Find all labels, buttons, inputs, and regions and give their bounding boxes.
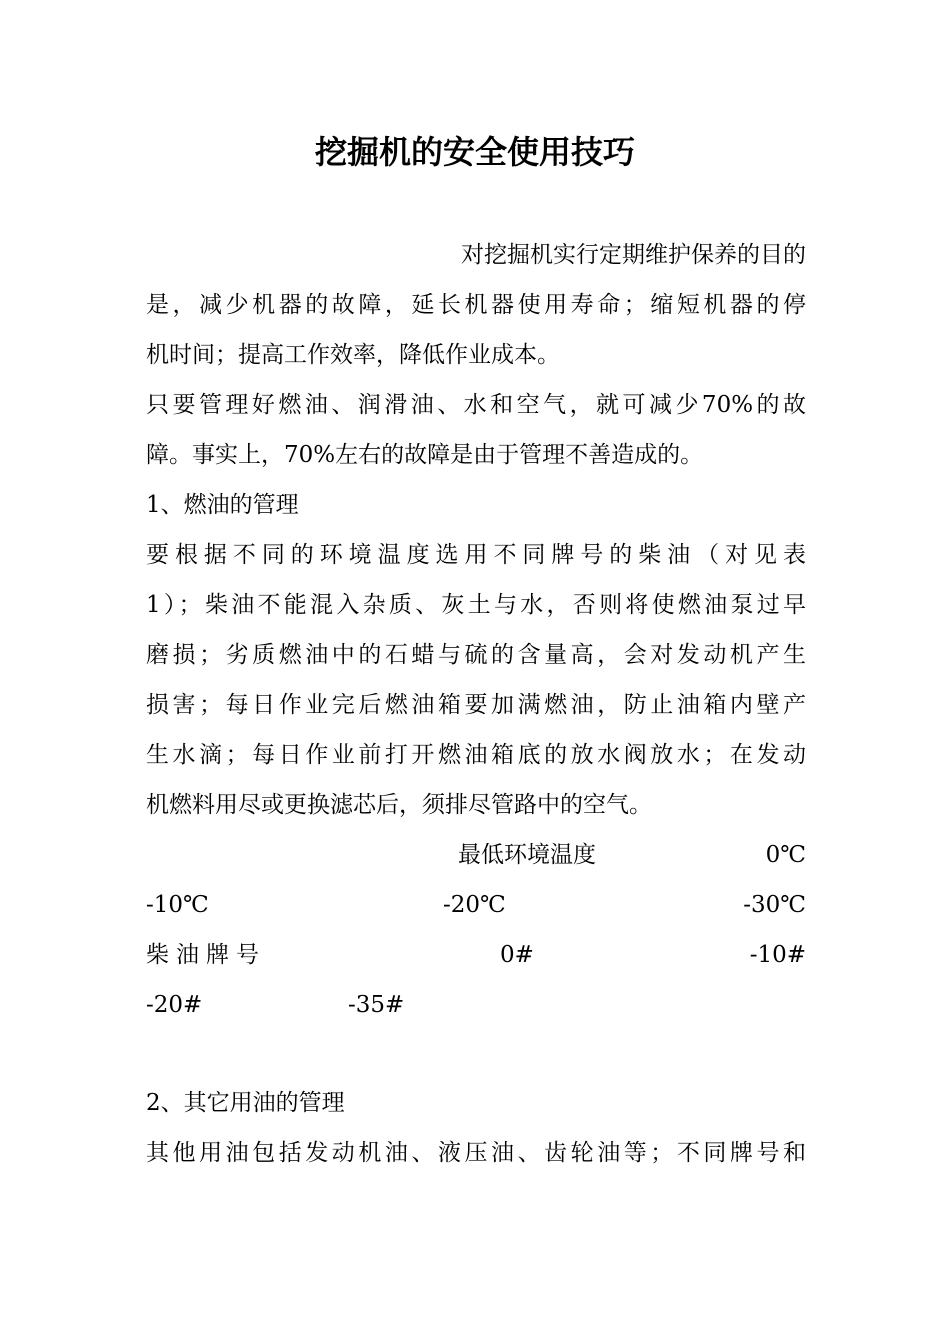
fuel-grade-value: -35# xyxy=(348,992,405,1018)
fuel-grade-label: 柴油牌号 xyxy=(146,942,266,968)
paragraph-2-line-2: 障。事实上，70%左右的故障是由于管理不善造成的。 xyxy=(146,442,704,468)
temp-value: -10℃ xyxy=(146,892,209,918)
fuel-grade-value: -20# xyxy=(146,992,203,1018)
section-1-heading: 1、燃油的管理 xyxy=(146,492,299,518)
section-2-heading: 2、其它用油的管理 xyxy=(146,1090,345,1116)
temp-value: -20℃ xyxy=(443,892,506,918)
temp-value: -30℃ xyxy=(743,892,806,918)
paragraph-1-line-1: 对挖掘机实行定期维护保养的目的 xyxy=(461,242,806,268)
section-1-line-3: 磨损；劣质燃油中的石蜡与硫的含量高，会对发动机产生 xyxy=(146,642,806,668)
section-1-line-2: 1）；柴油不能混入杂质、灰土与水，否则将使燃油泵过早 xyxy=(146,592,806,618)
section-1-line-4: 损害；每日作业完后燃油箱要加满燃油，防止油箱内壁产 xyxy=(146,692,806,718)
temp-value: 0℃ xyxy=(765,842,806,868)
section-1-line-1: 要根据不同的环境温度选用不同牌号的柴油（对见表 xyxy=(146,542,806,568)
paragraph-2-line-1: 只要管理好燃油、润滑油、水和空气，就可减少70%的故 xyxy=(146,392,806,418)
document-title: 挖掘机的安全使用技巧 xyxy=(314,133,635,171)
paragraph-1-line-3: 机时间；提高工作效率，降低作业成本。 xyxy=(146,342,560,368)
temp-label: 最低环境温度 xyxy=(458,842,596,868)
fuel-grade-value: 0# xyxy=(500,942,534,968)
section-1-line-6: 机燃料用尽或更换滤芯后，须排尽管路中的空气。 xyxy=(146,792,652,818)
fuel-grade-value: -10# xyxy=(749,942,806,968)
paragraph-1-line-2: 是，减少机器的故障，延长机器使用寿命；缩短机器的停 xyxy=(146,292,806,318)
section-2-line-1: 其他用油包括发动机油、液压油、齿轮油等；不同牌号和 xyxy=(146,1140,806,1166)
section-1-line-5: 生水滴；每日作业前打开燃油箱底的放水阀放水；在发动 xyxy=(146,742,806,768)
